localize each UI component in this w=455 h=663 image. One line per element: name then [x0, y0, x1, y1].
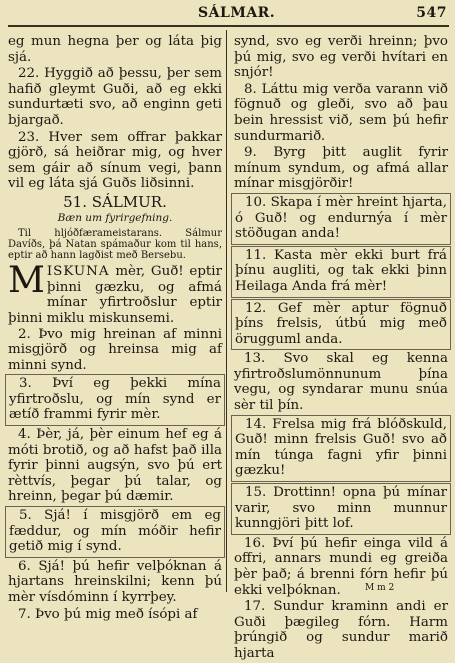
verse: 8. Láttu mig verða varann við fögnuð og gleði, svo að þau bein hressist við, sem þú hefir sundurmarið.	[234, 81, 448, 144]
verse-boxed: 12. Gef mèr aptur fögnuð þíns frelsis, útbú mig með örugguml anda.	[231, 299, 451, 351]
first-verse	[8, 260, 222, 326]
psalm-intro: Til hljóðfærameistarans. Sálmur Davíðs, þá Natan spámaður kom til hans, eptir að hann lagðist með Bersebu.	[8, 228, 222, 262]
column-divider	[226, 30, 227, 592]
verse: 17. Sundur kraminn andi er Guði þægileg fórn. Harm þrúngið og sundur marið hjarta	[234, 599, 448, 661]
verse: 2. Þvo mig hreinan af minni misgjörð og hreinsa mig af minni synd.	[8, 326, 222, 373]
left-column	[8, 34, 222, 623]
verse: 7. Þvo þú mig með ísópi af	[18, 606, 198, 622]
verse: 16. Því þú hefir einga vild á offri, annars mundi eg greiða þèr það; á brenni fórn hefir þú ekki velþóknan.	[234, 535, 448, 598]
verse-boxed: 5. Sjá! í misgjörð em eg fæddur, og mín móðir hefir getið mig í synd.	[5, 506, 225, 558]
verse: 23. Hver sem offrar þakkar gjörð, sá heiðrar mig, og hver sem gáir að sínum vegi, þann vil eg láta sjá Guðs liðsinni.	[8, 129, 222, 192]
drop-cap: M	[8, 260, 45, 302]
page-number: 547	[416, 5, 447, 21]
verse: 4. Þèr, já, þèr einum hef eg á móti brotið, og að hafst það illa fyrir þinni augsýn, svo þú ert rèttvís, þegar þú talar, og hreinn, þegar þú dæmir.	[8, 427, 222, 505]
verse: 6. Sjá! þú hefir velþóknan á hjartans hreinskilni; kenn þú mèr vísdóminn í kyrrþey.	[8, 558, 222, 605]
verse-boxed: 3. Því eg þekki mína yfirtroðslu, og mín synd er ætíð frammi fyrir mèr.	[5, 374, 225, 426]
left-verses	[8, 327, 222, 623]
right-column	[234, 34, 448, 663]
verse: 9. Byrg þitt auglit fyrir mínum syndum, og afmá allar mínar misgjörðir!	[234, 145, 448, 192]
first-verse-text: mèr, Guð! eptir þinni gæzku, og afmá mínar yfirtroðslur eptir þinni miklu miskunsemi.	[8, 264, 222, 326]
psalm-title: 51. SÁLMUR.	[63, 192, 167, 211]
verse-boxed: 14. Frelsa mig frá blóðskuld, Guð! minn frelsis Guð! svo að mín túnga fagni yfir þinni gæzku!	[231, 415, 451, 482]
printer-signature: M m 2	[365, 583, 395, 593]
psalm-subtitle: Bæn um fyrirgefning.	[57, 211, 173, 224]
page-header	[8, 3, 449, 25]
verses-before	[8, 66, 222, 192]
verse-boxed: 10. Skapa í mèr hreint hjarta, ó Guð! og endurnýa í mèr stöðugan anda!	[231, 193, 451, 245]
verse-boxed: 15. Drottinn! opna þú mínar varir, svo minn munnur kunngjöri þitt lof.	[231, 483, 451, 535]
header-rule	[8, 25, 449, 27]
verse: 13. Svo skal eg kenna yfirtroðslumönnunum þína vegu, og syndarar munu snúa sèr til þín.	[234, 351, 448, 414]
continuation-text: eg mun hegna þer og láta þig sjá.	[8, 34, 222, 65]
running-title: SÁLMAR.	[198, 5, 276, 21]
verse: 22. Hyggið að þessu, þer sem hafið gleymt Guði, að eg ekki sundurtæti svo, að enginn geti bjargað.	[8, 66, 222, 128]
right-verses	[234, 82, 448, 662]
small-caps-word: ISKUNA	[46, 264, 110, 280]
continuation-text: synd, svo eg verði hreinn; þvo þú mig, svo eg verði hvítari en snjór!	[234, 34, 448, 81]
verse-boxed: 11. Kasta mèr ekki burt frá þínu augliti, og tak ekki þinn Heilaga Anda frá mèr!	[231, 246, 451, 298]
